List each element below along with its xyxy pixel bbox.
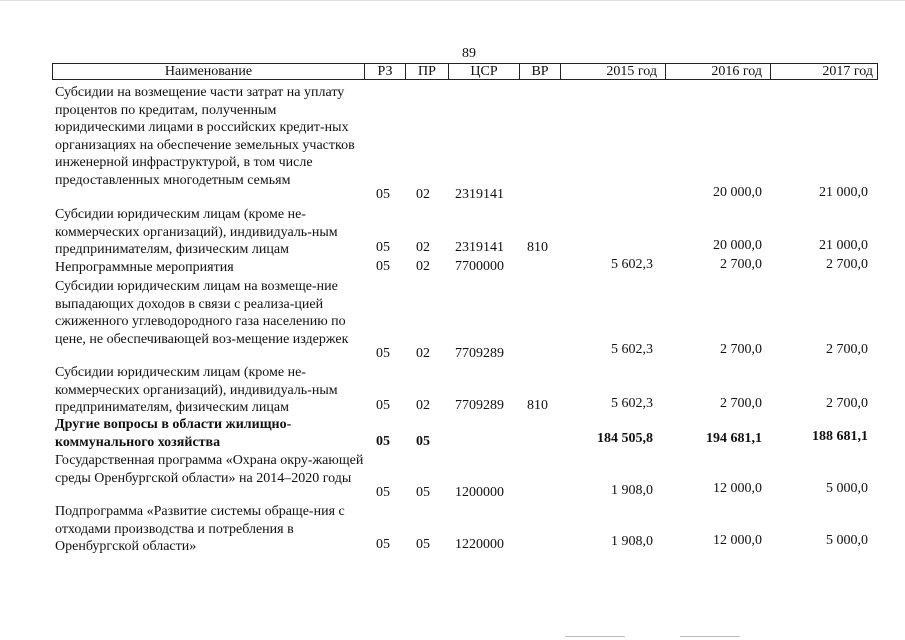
row-2017: 2 700,0: [826, 342, 868, 357]
row-pr: 02: [416, 259, 430, 274]
row-2015: 5 602,3: [611, 257, 653, 272]
row-2015: 1 908,0: [611, 483, 653, 498]
row-2016: 20 000,0: [713, 238, 762, 253]
row-pr: 02: [416, 398, 430, 413]
row-rz: 05: [376, 485, 390, 500]
row-2016: 2 700,0: [720, 257, 762, 272]
row-name: Другие вопросы в области жилищно-коммунального хозяйства: [55, 417, 292, 450]
row-2017: 21 000,0: [819, 238, 868, 253]
row-rz: 05: [376, 240, 390, 255]
row-rz: 05: [376, 259, 390, 274]
scan-mark: [680, 636, 740, 637]
scan-mark: [0, 0, 905, 1]
header-rz: РЗ: [364, 63, 406, 80]
row-2016: 2 700,0: [720, 396, 762, 411]
header-vr: ВР: [519, 63, 561, 80]
row-2016: 12 000,0: [713, 481, 762, 496]
header-pr: ПР: [405, 63, 449, 80]
row-pr: 02: [416, 240, 430, 255]
row-name: Субсидии на возмещение части затрат на уплату процентов по кредитам, полученным юридическими лицами в российских кредит-ных организациях на обеспечение земельных участков инженерной инфраструктурой, в том числе предоставленных многодетным семьям: [55, 85, 355, 188]
row-name: Подпрограмма «Развитие системы обраще-ния с отходами производства и потребления в Оренбургской области»: [55, 504, 345, 555]
row-name: Субсидии юридическим лицам (кроме не-коммерческих организаций), индивидуаль-ным предпринимателям, физическим лицам: [55, 365, 338, 416]
row-2015: 5 602,3: [611, 342, 653, 357]
row-pr: 02: [416, 346, 430, 361]
row-name: Государственная программа «Охрана окру-жающей среды Оренбургской области» на 2014–2020 годы: [55, 453, 364, 486]
row-csr: 1200000: [455, 485, 504, 500]
row-2015: 5 602,3: [611, 396, 653, 411]
row-csr: 1220000: [455, 537, 504, 552]
header-2016: 2016 год: [665, 63, 771, 80]
row-rz: 05: [376, 398, 390, 413]
row-2017: 2 700,0: [826, 396, 868, 411]
header-2015: 2015 год: [560, 63, 666, 80]
scan-mark: [565, 636, 625, 637]
row-pr: 05: [416, 434, 430, 449]
row-csr: 2319141: [455, 240, 504, 255]
row-csr: 7709289: [455, 398, 504, 413]
row-pr: 02: [416, 187, 430, 202]
row-pr: 05: [416, 537, 430, 552]
row-2016: 12 000,0: [713, 533, 762, 548]
header-csr: ЦСР: [448, 63, 520, 80]
row-2017: 21 000,0: [819, 185, 868, 200]
row-2017: 5 000,0: [826, 533, 868, 548]
row-name: Субсидии юридическим лицам на возмеще-ние выпадающих доходов в связи с реализа-цией сжиженного углеводородного газа населению по цене, не обеспечивающей воз-мещение издержек: [55, 279, 349, 347]
row-2015: 1 908,0: [611, 534, 653, 549]
header-2017: 2017 год: [770, 63, 878, 80]
row-2017: 2 700,0: [826, 257, 868, 272]
row-pr: 05: [416, 485, 430, 500]
row-csr: 2319141: [455, 187, 504, 202]
row-name: Непрограммные мероприятия: [55, 260, 234, 275]
row-2015: 184 505,8: [597, 431, 653, 446]
row-2016: 194 681,1: [706, 431, 762, 446]
row-2017: 5 000,0: [826, 481, 868, 496]
row-vr: 810: [527, 240, 548, 255]
row-vr: 810: [527, 398, 548, 413]
row-csr: 7709289: [455, 346, 504, 361]
row-rz: 05: [376, 187, 390, 202]
row-2016: 2 700,0: [720, 342, 762, 357]
row-rz: 05: [376, 346, 390, 361]
page-number: 89: [462, 46, 476, 61]
header-name: Наименование: [52, 63, 365, 80]
row-2016: 20 000,0: [713, 185, 762, 200]
row-csr: 7700000: [455, 259, 504, 274]
row-2017: 188 681,1: [812, 429, 868, 444]
row-rz: 05: [376, 537, 390, 552]
row-name: Субсидии юридическим лицам (кроме не-коммерческих организаций), индивидуаль-ным предпринимателям, физическим лицам: [55, 207, 338, 258]
row-rz: 05: [376, 434, 390, 449]
